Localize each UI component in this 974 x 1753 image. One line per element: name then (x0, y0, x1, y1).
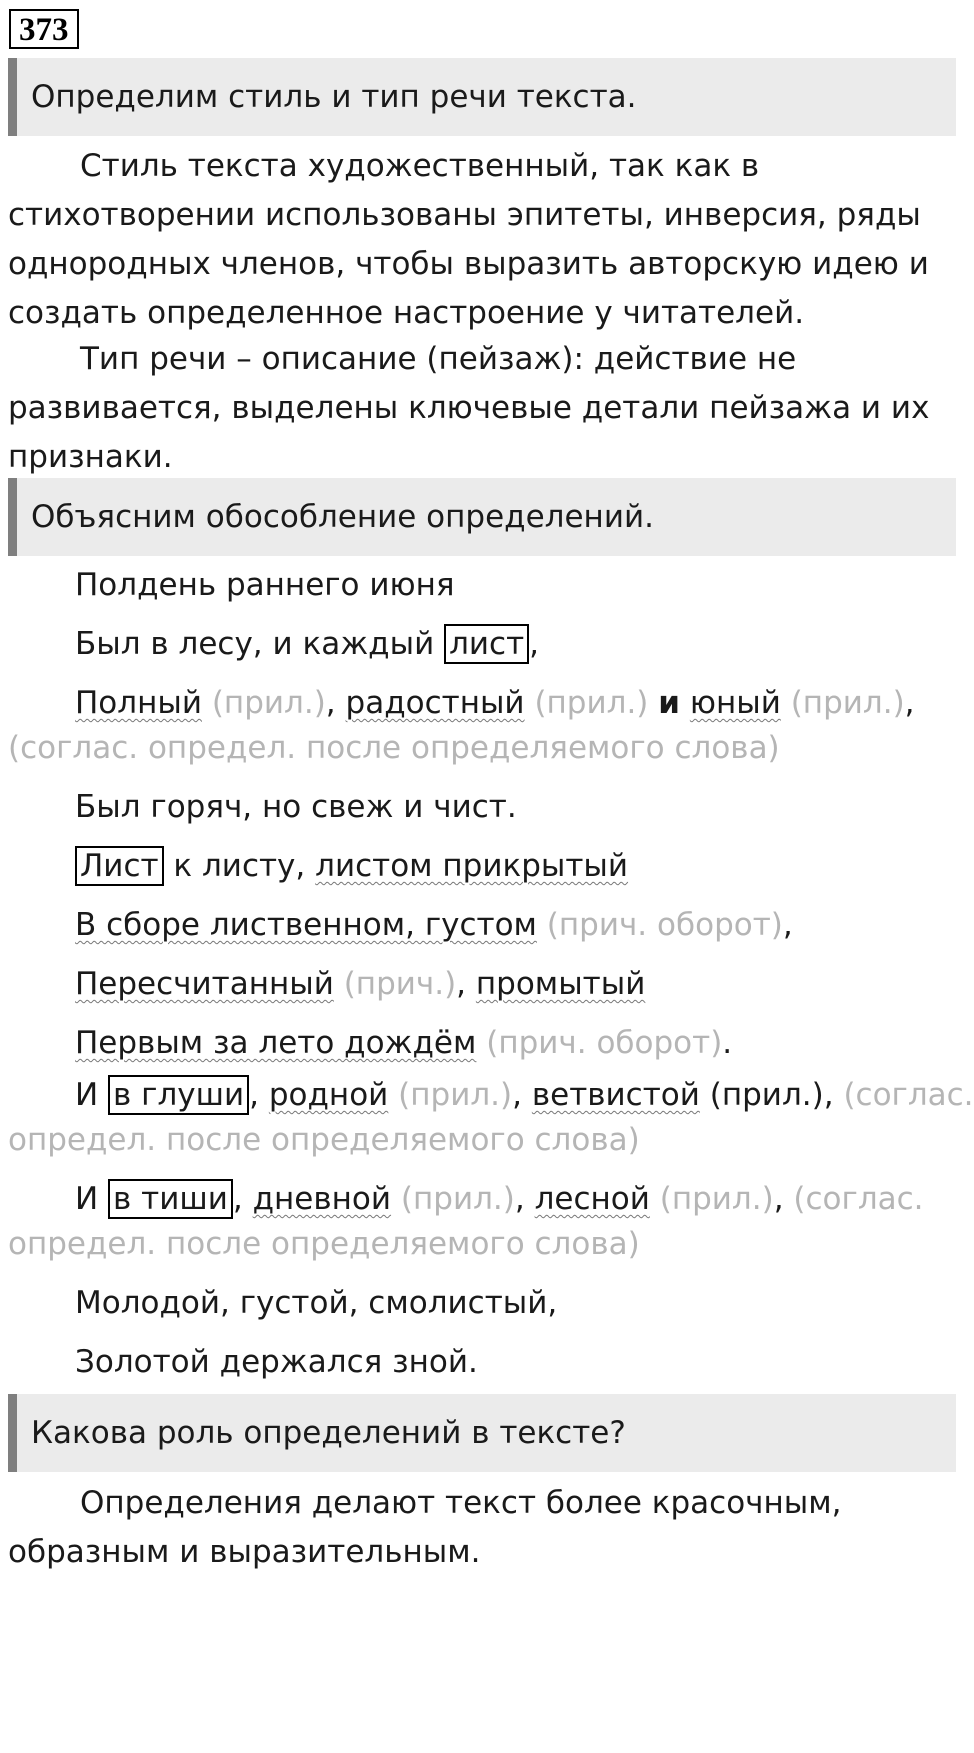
poem-line-7: Пересчитанный (прич.), промытый (75, 966, 646, 1002)
poem-line-3: Полный (прил.), радостный (прил.) и юный (прил.), (75, 685, 915, 721)
exercise-number: 373 (9, 9, 79, 49)
poem-line-6: В сборе лиственном, густом (прич. оборот), (75, 907, 793, 943)
poem-line-2: Был в лесу, и каждый лист , (75, 626, 540, 662)
paragraph-style: Стиль текста художественный, так как в стихотворении использованы эпитеты, инверсия, ряды однородных членов, чтобы выразить авторскую идею и создать определенное настроение у читателей. (8, 148, 929, 331)
defined-word-box: Лист (75, 846, 164, 886)
paragraph-speech-type: Тип речи – описание (пейзаж): действие не развивается, выделены ключевые детали пейзажа и их признаки. (8, 341, 930, 475)
poem-line-3-note: (соглас. определ. после определяемого слова) (8, 730, 780, 766)
section-heading-isolation: Объясним обособление определений. (8, 478, 956, 556)
section-heading-style: Определим стиль и тип речи текста. (8, 58, 956, 136)
defined-word-box: лист (444, 624, 529, 664)
poem-line-5: Лист к листу, листом прикрытый (75, 842, 628, 891)
poem-line-12: Золотой держался зной. (75, 1344, 478, 1380)
poem-line-9: И в глуши , родной (прил.), ветвистой (прил.), (соглас. (75, 1077, 974, 1113)
defined-word-box: в тиши (108, 1179, 233, 1219)
poem-line-1: Полдень раннего июня (75, 567, 455, 603)
paragraph-role: Определения делают текст более красочным, образным и выразительным. (8, 1485, 842, 1570)
poem-line-8: Первым за лето дождём (прич. оборот). (75, 1025, 733, 1061)
defined-word-box: в глуши (108, 1075, 249, 1115)
poem-line-10: И в тиши , дневной (прил.), лесной (прил.), (соглас. (75, 1181, 924, 1217)
poem-line-10-note: определ. после определяемого слова) (8, 1226, 640, 1262)
poem-line-11: Молодой, густой, смолистый, (75, 1285, 558, 1321)
section-heading-role: Какова роль определений в тексте? (8, 1394, 956, 1472)
poem-line-4: Был горяч, но свеж и чист. (75, 789, 517, 825)
poem-line-9-note: определ. после определяемого слова) (8, 1122, 640, 1158)
